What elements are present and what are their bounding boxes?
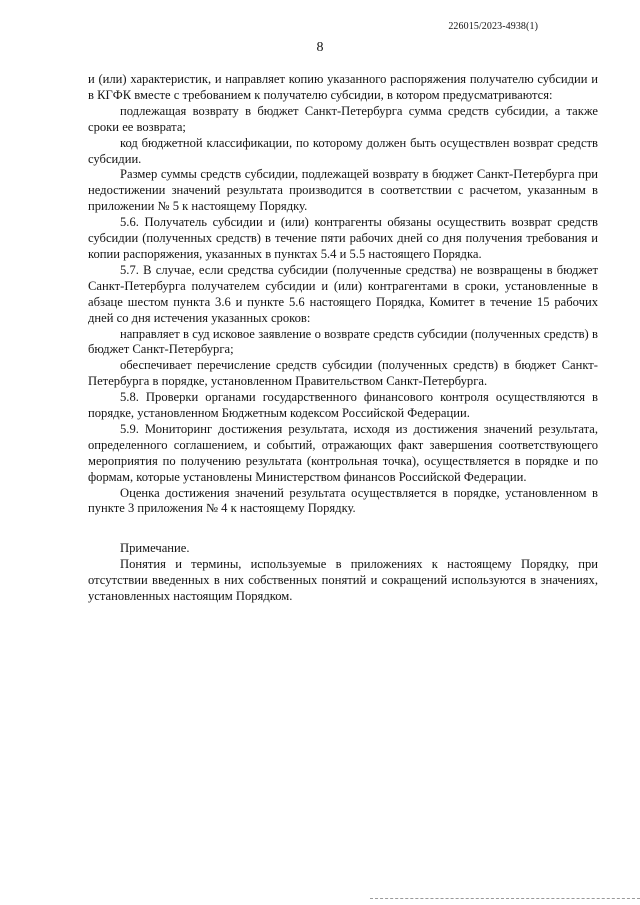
paragraph: Оценка достижения значений результата осуществляется в порядке, установленном в пункте 3 приложения № 4 к настоящему Порядку. <box>88 485 598 516</box>
note-title: Примечание. <box>120 541 190 556</box>
paragraph: Размер суммы средств субсидии, подлежащей возврату в бюджет Санкт-Петербурга при недостижении значений результата производится в соответствии с расчетом, указанным в приложении № 5 к настоящему Порядку. <box>88 167 598 214</box>
paragraph: подлежащая возврату в бюджет Санкт-Петербурга сумма средств субсидии, а также сроки ее возврата; <box>88 103 598 134</box>
paragraph: 5.6. Получатель субсидии и (или) контрагенты обязаны осуществить возврат средств субсидии (полученных средств) в течение пяти рабочих дней со дня получения требования и копии распоряжения, указанных в пунктах 5.4 и 5.5 настоящего Порядка. <box>88 215 598 261</box>
paragraph: 5.8. Проверки органами государственного финансового контроля осуществляются в порядке, установленном Бюджетным кодексом Российской Федерации. <box>88 390 598 421</box>
paragraph: обеспечивает перечисление средств субсидии (полученных средств) в бюджет Санкт-Петербурга в порядке, установленном Правительством Санкт-Петербурга. <box>88 358 598 389</box>
section-spacer <box>88 517 598 541</box>
paragraph: направляет в суд исковое заявление о возврате средств субсидии (полученных средств) в бюджет Санкт-Петербурга; <box>88 326 598 357</box>
page-number: 8 <box>316 40 324 55</box>
note-text: Понятия и термины, используемые в приложениях к настоящему Порядку, при отсутствии введенных в них собственных понятий и сокращений используются в значениях, установленных настоящим Порядком. <box>88 557 598 604</box>
paragraph: код бюджетной классификации, по которому должен быть осуществлен возврат средств субсидии. <box>88 135 598 166</box>
paragraph: и (или) характеристик, и направляет копию указанного распоряжения получателю субсидии и в КГФК вместе с требованием к получателю субсидии, в котором предусматриваются: <box>88 72 598 102</box>
document-id: 226015/2023-4938(1) <box>448 21 538 32</box>
paragraph: 5.7. В случае, если средства субсидии (полученные средства) не возвращены в бюджет Санкт-Петербурга получателем субсидии и (или) контрагентами в сроки, установленные в абзаце шестом пункта 3.6 и пункте 5.6 настоящего Порядка, Комитет в течение 15 рабочих дней со дня истечения указанных сроков: <box>88 262 598 325</box>
footer-rule <box>370 898 640 899</box>
document-body <box>88 72 598 605</box>
paragraph: 5.9. Мониторинг достижения результата, исходя из достижения значений результата, определенного соглашением, и событий, отражающих факт завершения соответствующего мероприятия по получению результата (контрольная точка), осуществляется в порядке и по формам, которые установлены Министерством финансов Российской Федерации. <box>88 421 598 484</box>
